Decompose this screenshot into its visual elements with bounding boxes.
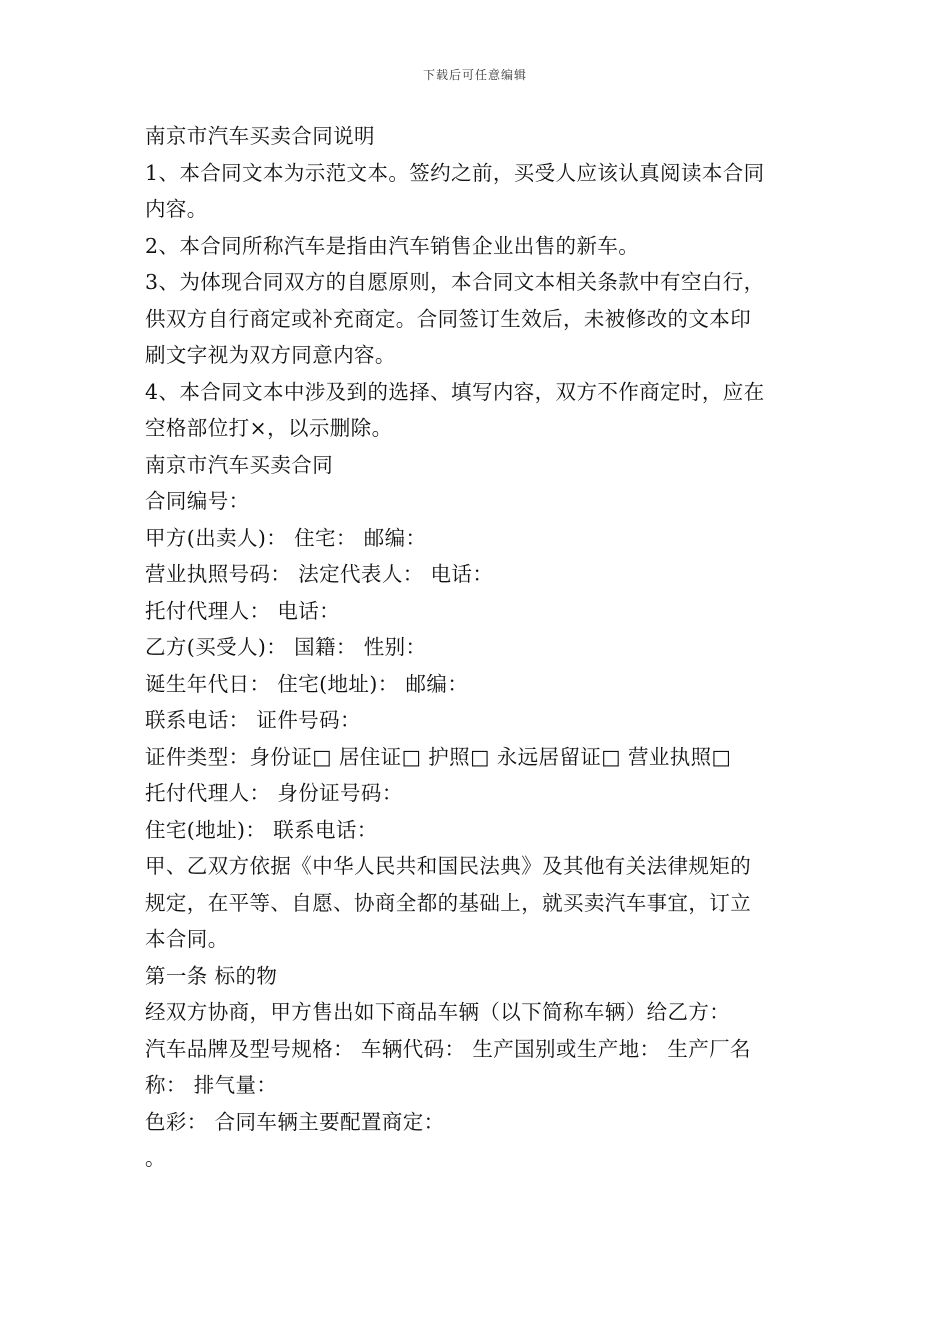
id-type-line: 证件类型：身份证□ 居住证□ 护照□ 永远居留证□ 营业执照□ (145, 744, 732, 769)
contact-phone-line: 联系电话： 证件号码： (145, 708, 361, 732)
header-note: 下载后可任意编辑 (422, 68, 527, 82)
article-one-heading: 第一条 标的物 (145, 963, 278, 988)
business-license-line: 营业执照号码： 法定代表人： 电话： (145, 562, 494, 586)
doc-line: 内容。 (145, 197, 208, 221)
vehicle-info-line: 称： 排气量： (145, 1073, 278, 1097)
doc-line: 甲、乙双方依据《中华人民共和国民法典》及其他有关法律规矩的 (145, 854, 752, 878)
birth-date-line: 诞生年代日： 住宅(地址)： 邮编： (145, 671, 469, 696)
address-line: 住宅(地址)： 联系电话： (145, 817, 378, 842)
doc-line: 2、本合同所称汽车是指由汽车销售企业出售的新车。 (145, 233, 640, 258)
doc-title-contract: 南京市汽车买卖合同 (145, 452, 334, 477)
vehicle-color-line: 色彩： 合同车辆主要配置商定： (145, 1109, 445, 1134)
doc-line: 4、本合同文本中涉及到的选择、填写内容，双方不作商定时，应在 (145, 379, 765, 404)
document-body (145, 118, 813, 1177)
agent-id-line: 托付代理人： 身份证号码： (145, 781, 403, 805)
doc-line: 空格部位打×，以示删除。 (145, 416, 393, 440)
doc-line: 3、为体现合同双方的自愿原则，本合同文本相关条款中有空白行， (145, 270, 765, 294)
doc-line: 经双方协商，甲方售出如下商品车辆（以下简称车辆）给乙方： (145, 1000, 731, 1024)
vehicle-info-line: 汽车品牌及型号规格： 车辆代码： 生产国别或生产地： 生产厂名 (145, 1036, 751, 1061)
party-b-line: 乙方(买受人)： 国籍： 性别： (145, 635, 427, 659)
party-a-line: 甲方(出卖人)： 住宅： 邮编： (145, 525, 427, 550)
contract-number-field: 合同编号： (145, 489, 250, 513)
doc-line: 供双方自行商定或补充商定。合同签订生效后，未被修改的文本印 (145, 306, 752, 331)
doc-line: 1、本合同文本为示范文本。签约之前，买受人应该认真阅读本合同 (145, 160, 765, 185)
doc-line: 。 (145, 1146, 166, 1170)
doc-line: 规定，在平等、自愿、协商全都的基础上，就买卖汽车事宜，订立 (145, 890, 752, 915)
doc-title-explanation: 南京市汽车买卖合同说明 (145, 124, 375, 148)
agent-line: 托付代理人： 电话： (145, 598, 341, 623)
doc-line: 刷文字视为双方同意内容。 (145, 343, 396, 367)
doc-line: 本合同。 (145, 927, 229, 951)
